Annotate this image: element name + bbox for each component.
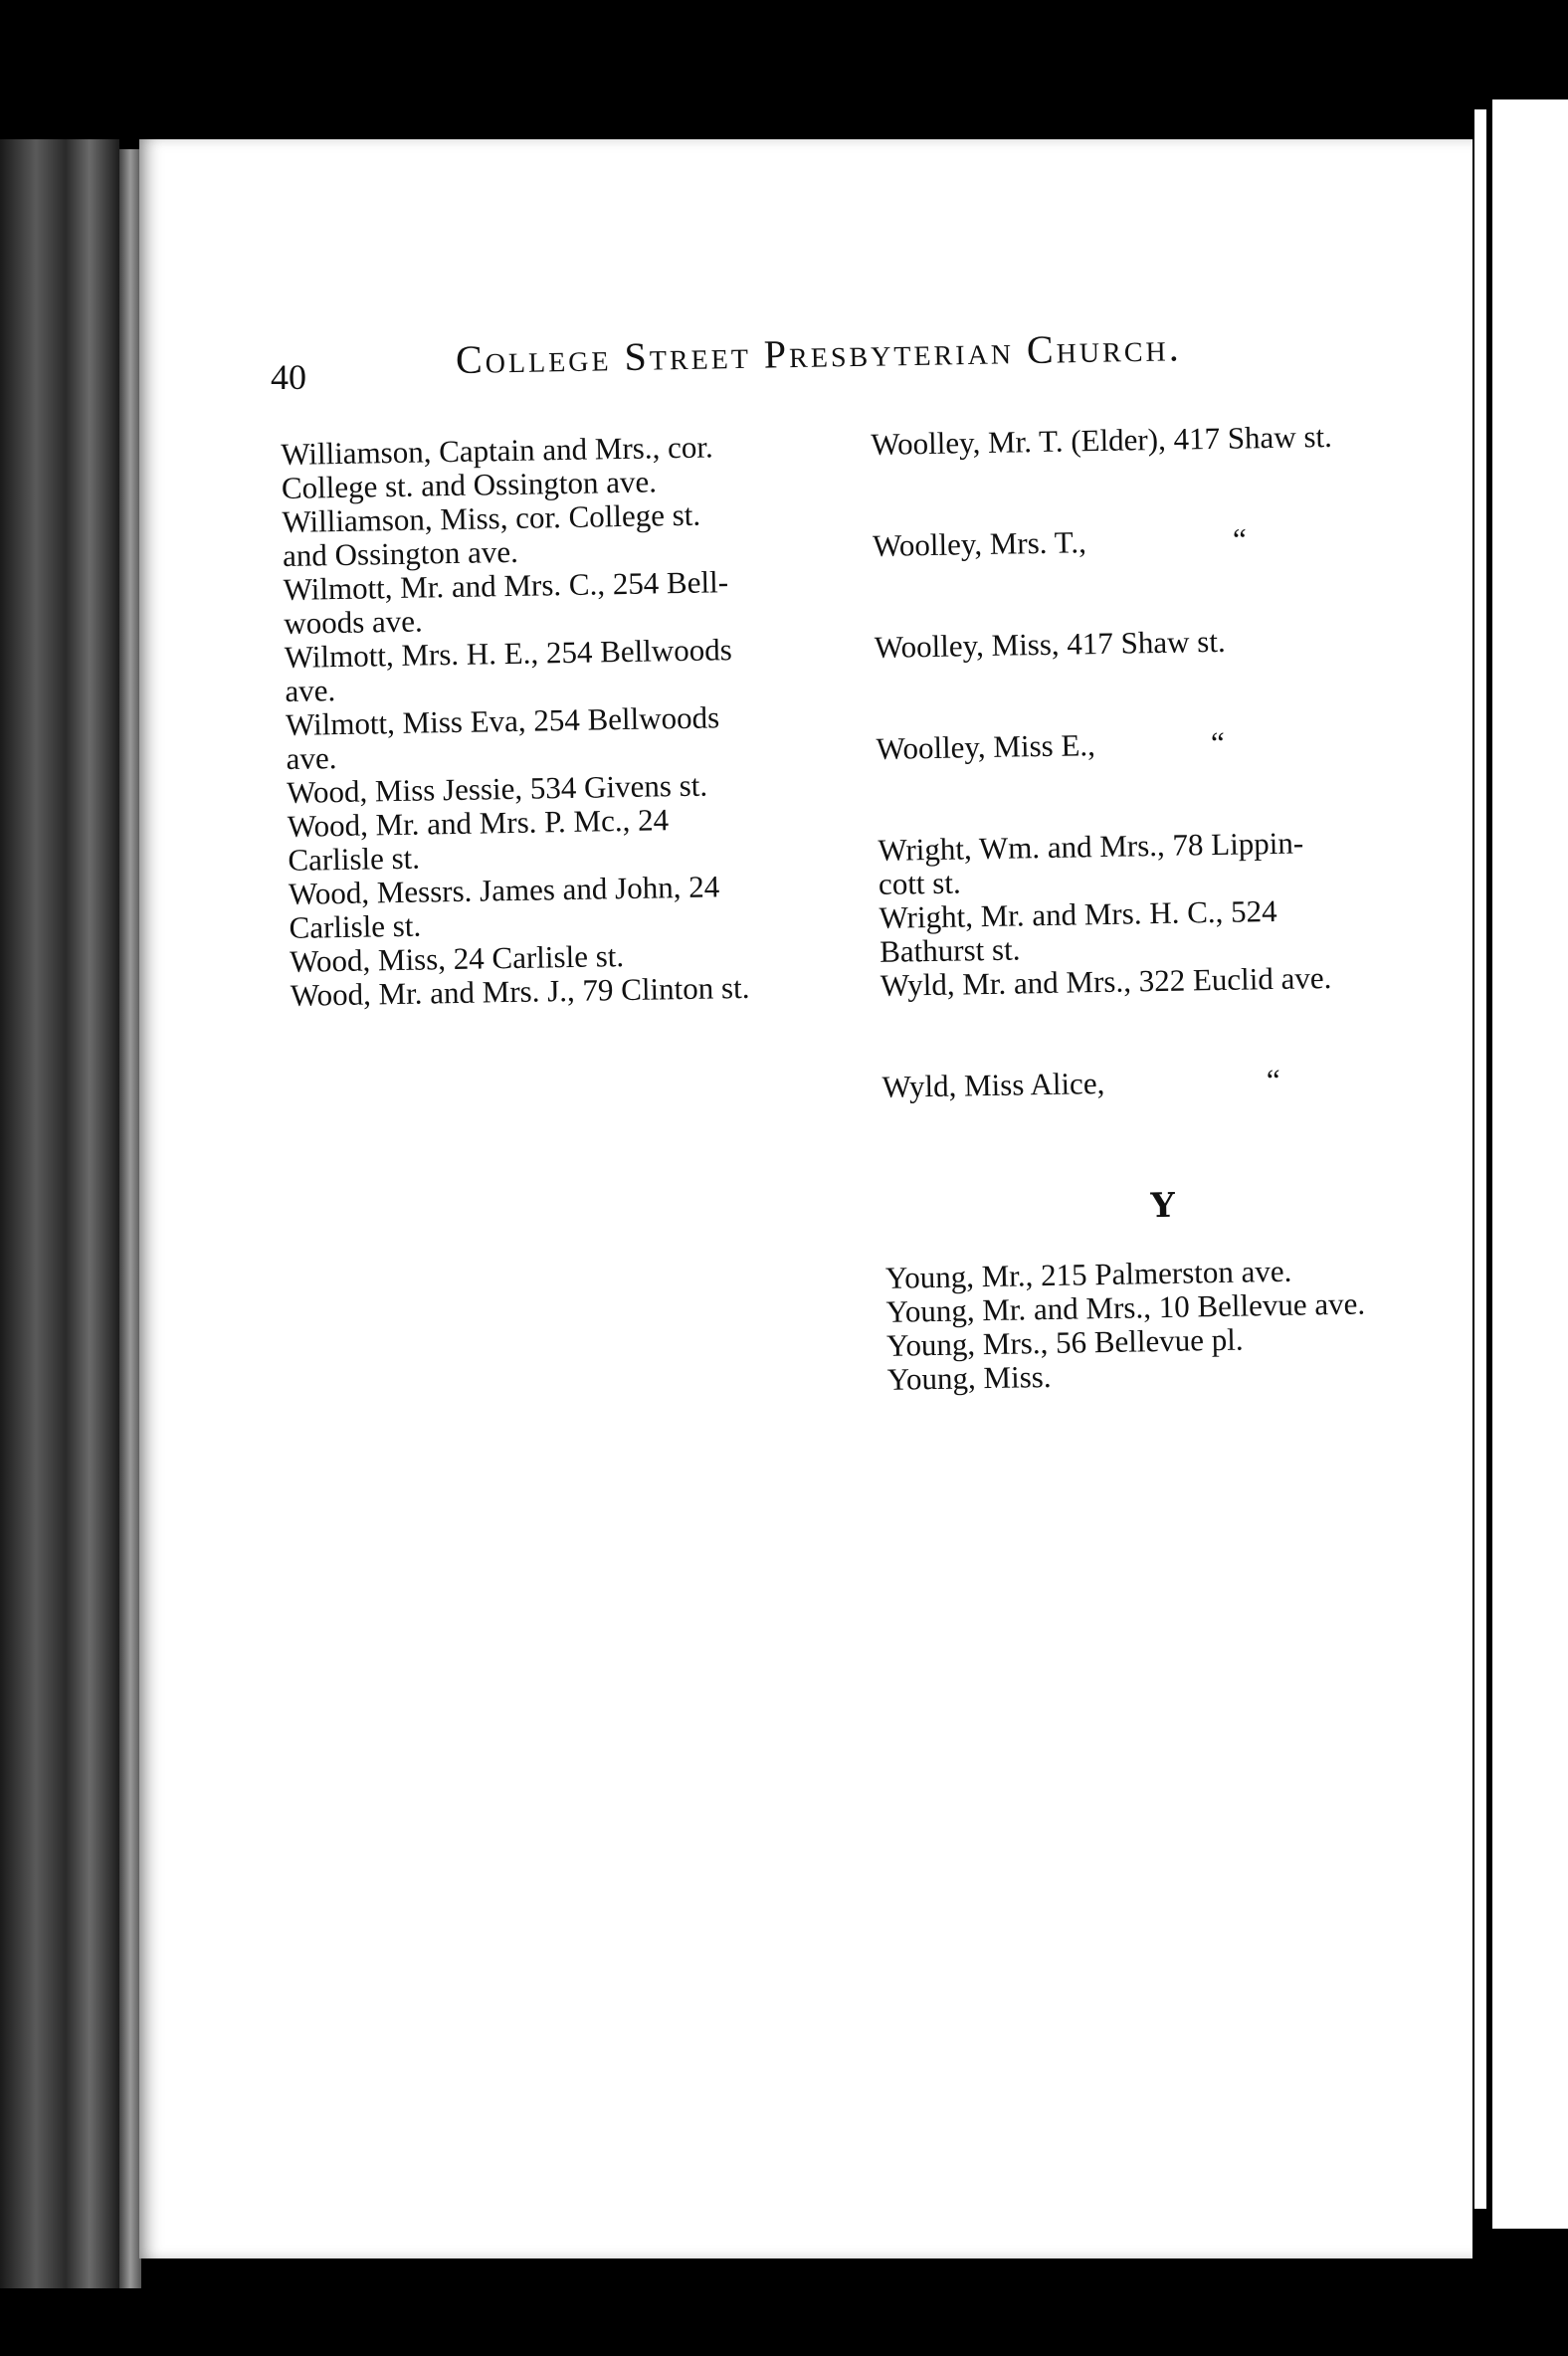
entry-line: Wilmott, Miss Eva, 254 Bellwoods [285, 699, 720, 742]
entry-line: Wood, Messrs. James and John, 24 [288, 869, 720, 911]
entry-line: Woolley, Mr. T. (Elder), 417 Shaw st. [870, 418, 1333, 462]
page-edges [119, 149, 141, 2288]
book-spine [0, 139, 119, 2288]
directory-entry: Young, Mr., 215 Palmerston ave. [884, 1253, 1292, 1295]
entry-line: ave. [285, 673, 336, 708]
directory-entry [286, 698, 844, 776]
section-y [883, 1184, 1444, 1397]
entry-line: ave. [286, 740, 337, 776]
entry-line: Wyld, Mr. and Mrs., 322 Euclid ave. [880, 960, 1332, 1003]
page-number: 40 [271, 357, 306, 397]
adjacent-page-edge [1474, 109, 1486, 2209]
entry-line: Woolley, Mrs. T., “ [872, 521, 1248, 563]
entry-line: Woolley, Miss E., “ [876, 724, 1226, 766]
section-letter-heading: Y [1150, 1185, 1176, 1227]
entry-line: Wright, Wm. and Mrs., 78 Lippin- [878, 825, 1304, 868]
entry-line: Wilmott, Mrs. H. E., 254 Bellwoods [284, 632, 733, 675]
directory-entry: Young, Miss. [886, 1358, 1052, 1397]
directory-entry: Young, Mr. and Mrs., 10 Bellevue ave. [885, 1285, 1366, 1329]
entry-line: cott st. [878, 865, 961, 901]
entry-line: Wilmott, Mr. and Mrs. C., 254 Bell- [283, 564, 729, 607]
entry-line: Wood, Miss Jessie, 534 Givens st. [286, 767, 708, 810]
entry-line: Williamson, Miss, cor. College st. [282, 496, 701, 539]
entry-line: Williamson, Captain and Mrs., cor. [280, 429, 713, 472]
directory-entry [283, 563, 841, 641]
directory-entry [285, 631, 843, 708]
entry-line: Bathurst st. [879, 931, 1021, 969]
entry-line: Wood, Miss, 24 Carlisle st. [289, 938, 625, 979]
left-column [281, 428, 848, 1013]
entry-line: Wood, Mr. and Mrs. J., 79 Clinton st. [290, 969, 750, 1013]
directory-entry [282, 495, 840, 573]
directory-entry [288, 800, 846, 878]
entry-line: Woolley, Miss, 417 Shaw st. [874, 623, 1226, 665]
entry-line: Wright, Mr. and Mrs. H. C., 524 [879, 892, 1277, 935]
entry-line: Wood, Mr. and Mrs. P. Mc., 24 [287, 802, 670, 844]
entry-line: College st. and Ossington ave. [281, 464, 658, 505]
directory-entry [878, 824, 1436, 901]
right-column [871, 418, 1445, 1397]
entry-line: Wyld, Miss Alice, “ [882, 1062, 1281, 1104]
entry-line: woods ave. [283, 603, 424, 641]
directory-entry [875, 655, 1435, 834]
entry-line: Carlisle st. [289, 907, 422, 945]
entry-line: Carlisle st. [288, 840, 421, 878]
entry-line: and Ossington ave. [282, 533, 519, 573]
running-head: College Street Presbyterian Church. [455, 324, 1183, 382]
directory-entry [881, 993, 1441, 1172]
adjacent-page [1492, 99, 1568, 2229]
directory-entry [872, 452, 1432, 631]
directory-entry: Young, Mrs., 56 Bellevue pl. [885, 1321, 1244, 1363]
directory-entry [289, 868, 847, 945]
directory-entry [281, 428, 839, 505]
directory-entry [879, 891, 1437, 969]
